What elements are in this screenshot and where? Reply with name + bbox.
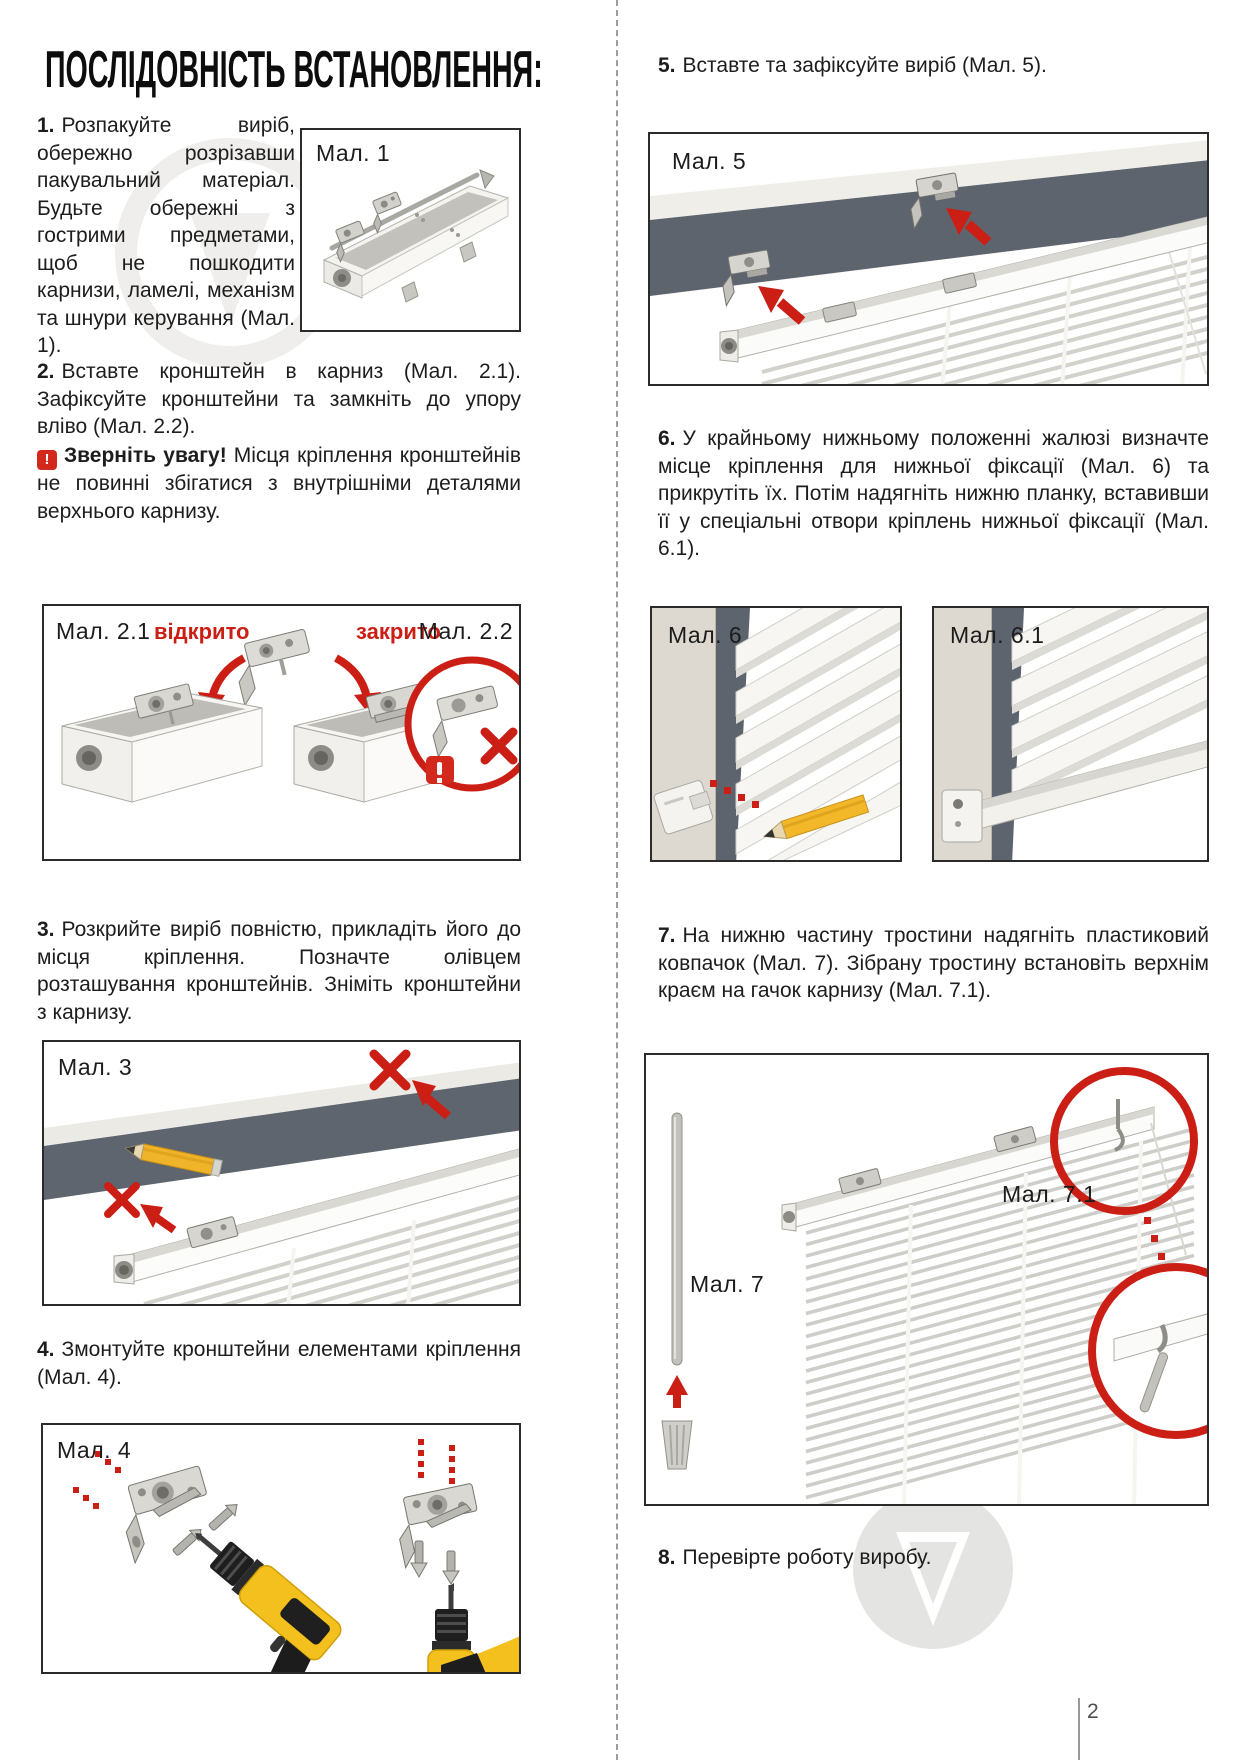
open-label: відкрито [154, 619, 250, 644]
figure-4-frame [41, 1423, 521, 1674]
warning-title: Зверніть увагу! [64, 444, 227, 467]
step-7-number: 7. [658, 924, 676, 947]
figure-6-frame [650, 606, 902, 862]
step-1 [37, 112, 295, 360]
step-8-number: 8. [658, 1546, 676, 1569]
figure-7-frame [644, 1053, 1209, 1506]
step-2-number: 2. [37, 360, 55, 383]
step-6-text: У крайньому нижньому положенні жалюзі визначте місце кріплення для нижньої фіксації (Мал. 6) та прикрутіть їх. Потім надягніть нижню планку, вставивши її у спеціальні отвори кріплень нижньої фіксації (Мал. 6.1). [658, 427, 1209, 560]
step-7-text: На нижню частину тростини надягніть пластиковий ковпачок (Мал. 7). Зібрану тростину встановіть верхнім краєм на гачок карнизу (Мал. 7.1). [658, 924, 1209, 1002]
figure-5-label: Мал. 5 [672, 148, 747, 174]
step-6 [658, 425, 1209, 563]
footer-divider [1078, 1698, 1080, 1760]
figure-1-frame [300, 128, 521, 332]
figure-3-illustration [44, 1042, 521, 1306]
column-divider [616, 0, 618, 1760]
step-7 [658, 922, 1209, 1005]
warning-note [37, 442, 521, 525]
step-4-number: 4. [37, 1338, 55, 1361]
warning-icon: ! [37, 450, 57, 470]
page-number: 2 [1087, 1700, 1099, 1723]
step-2 [37, 358, 521, 441]
step-3-number: 3. [37, 918, 55, 941]
step-2-text: Вставте кронштейн в карниз (Мал. 2.1). Зафіксуйте кронштейни та замкніть до упору вліво (Мал. 2.2). [37, 360, 521, 438]
figure-4-label: Мал. 4 [57, 1437, 132, 1463]
figure-3-frame [42, 1040, 521, 1306]
figure-5-frame [648, 132, 1209, 386]
figure-6-label: Мал. 6 [668, 622, 743, 648]
figure-6-1-frame [932, 606, 1209, 862]
step-1-text: Розпакуйте виріб, обережно розрізавши пакувальний матеріал. Будьте обережні з гострими предметами, щоб не пошкодити карнизи, ламелі, механізм та шнури керування (Мал. 1). [37, 114, 295, 357]
step-8 [658, 1544, 1209, 1572]
figure-2-2-label: Мал. 2.2 [418, 618, 513, 644]
step-4 [37, 1336, 521, 1391]
page-title: ПОСЛІДОВНІСТЬ ВСТАНОВЛЕННЯ: [45, 41, 543, 99]
figure-1-label: Мал. 1 [316, 140, 391, 166]
figure-2-1-label: Мал. 2.1 [56, 618, 151, 644]
figure-2-frame [42, 604, 521, 861]
figure-7-1-label: Мал. 7.1 [1002, 1181, 1097, 1207]
figure-3-label: Мал. 3 [58, 1054, 133, 1080]
step-1-number: 1. [37, 114, 55, 137]
step-5 [658, 52, 1211, 80]
step-5-number: 5. [658, 54, 676, 77]
step-5-text: Вставте та зафіксуйте виріб (Мал. 5). [682, 54, 1047, 77]
step-3 [37, 916, 521, 1026]
warning-text: Місця кріплення кронштейнів не повинні збігатися з внутрішніми деталями верхнього карнизу. [37, 444, 521, 523]
figure-7-label: Мал. 7 [690, 1271, 765, 1297]
closed-label: закрито [356, 619, 441, 644]
figure-6-1-label: Мал. 6.1 [950, 622, 1045, 648]
step-6-number: 6. [658, 427, 676, 450]
step-3-text: Розкрийте виріб повністю, прикладіть його до місця кріплення. Позначте олівцем розташування кронштейнів. Зніміть кронштейни з карнизу. [37, 918, 521, 1024]
step-4-text: Змонтуйте кронштейни елементами кріплення (Мал. 4). [37, 1338, 521, 1389]
step-8-text: Перевірте роботу виробу. [682, 1546, 932, 1569]
